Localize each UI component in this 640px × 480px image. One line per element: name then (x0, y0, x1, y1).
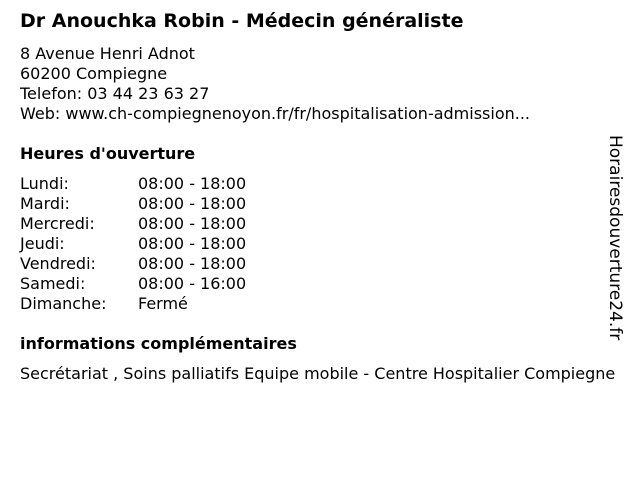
page-title: Dr Anouchka Robin - Médecin généraliste (20, 10, 464, 32)
day-label: Mercredi: (20, 214, 95, 233)
hours-row-sunday (20, 294, 320, 314)
day-label: Jeudi: (20, 234, 65, 253)
time-range: 08:00 - 18:00 (138, 194, 247, 213)
time-range: 08:00 - 18:00 (138, 254, 247, 273)
time-range: 08:00 - 18:00 (138, 214, 247, 233)
additional-info-heading: informations complémentaires (20, 334, 297, 353)
time-range: 08:00 - 18:00 (138, 174, 247, 193)
website-link[interactable]: Web: www.ch-compiegnenoyon.fr/fr/hospitalisation-admission... (20, 104, 531, 123)
hours-row-wednesday (20, 214, 320, 234)
additional-info-text: Secrétariat , Soins palliatifs Equipe mobile - Centre Hospitalier Compiegne (20, 364, 616, 383)
hours-row-thursday (20, 234, 320, 254)
day-label: Samedi: (20, 274, 86, 293)
day-label: Dimanche: (20, 294, 107, 313)
hours-row-monday (20, 174, 320, 194)
time-range: Fermé (138, 294, 188, 313)
city-address: 60200 Compiegne (20, 64, 168, 83)
opening-hours-table (20, 174, 320, 314)
street-address: 8 Avenue Henri Adnot (20, 44, 195, 63)
day-label: Vendredi: (20, 254, 96, 273)
site-watermark: Horairesdouverture24.fr (605, 135, 625, 341)
time-range: 08:00 - 16:00 (138, 274, 247, 293)
day-label: Lundi: (20, 174, 69, 193)
address-block (20, 44, 530, 124)
day-label: Mardi: (20, 194, 70, 213)
phone-number: Telefon: 03 44 23 63 27 (20, 84, 210, 103)
hours-row-tuesday (20, 194, 320, 214)
hours-row-friday (20, 254, 320, 274)
time-range: 08:00 - 18:00 (138, 234, 247, 253)
hours-row-saturday (20, 274, 320, 294)
opening-hours-heading: Heures d'ouverture (20, 144, 196, 163)
